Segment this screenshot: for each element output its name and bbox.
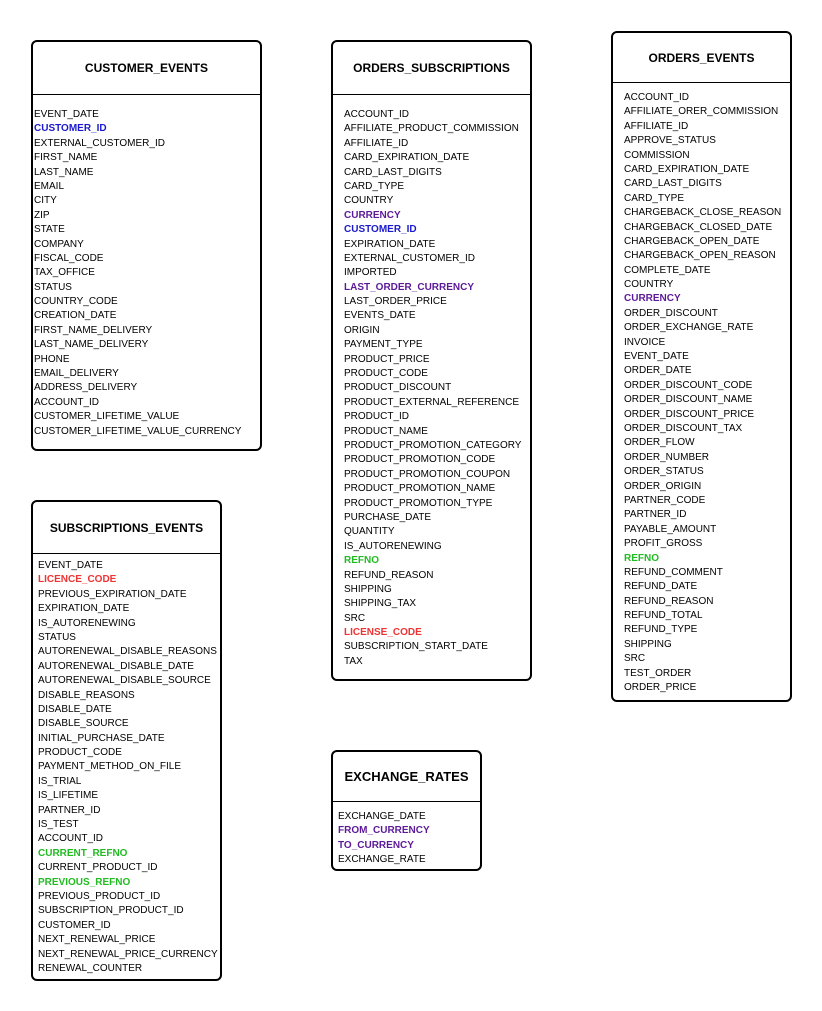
field-previous-expiration-date: PREVIOUS_EXPIRATION_DATE [38, 588, 187, 600]
field-card-expiration-date: CARD_EXPIRATION_DATE [344, 152, 470, 164]
field-product-code: PRODUCT_CODE [344, 368, 428, 380]
field-from-currency: FROM_CURRENCY [338, 825, 430, 837]
field-company: COMPANY [34, 238, 84, 250]
field-email: EMAIL [34, 180, 65, 192]
field-to-currency: TO_CURRENCY [338, 839, 414, 851]
field-refund-reason: REFUND_REASON [624, 595, 714, 607]
field-events-date: EVENTS_DATE [344, 310, 416, 322]
field-src: SRC [344, 612, 366, 624]
field-previous-product-id: PREVIOUS_PRODUCT_ID [38, 890, 161, 902]
field-customer-lifetime-value-currency: CUSTOMER_LIFETIME_VALUE_CURRENCY [34, 425, 242, 437]
field-renewal-counter: RENEWAL_COUNTER [38, 962, 143, 974]
field-currency: CURRENCY [344, 209, 401, 221]
field-affiliate-id: AFFILIATE_ID [344, 137, 409, 149]
field-current-refno: CURRENT_REFNO [38, 847, 128, 859]
field-affiliate-orer-commission: AFFILIATE_ORER_COMMISSION [624, 106, 779, 118]
field-refno: REFNO [344, 555, 379, 567]
field-test-order: TEST_ORDER [624, 667, 692, 679]
field-address-delivery: ADDRESS_DELIVERY [34, 382, 138, 394]
field-account-id: ACCOUNT_ID [38, 833, 104, 845]
field-shipping: SHIPPING [624, 638, 672, 650]
field-partner-id: PARTNER_ID [38, 804, 101, 816]
field-customer-lifetime-value: CUSTOMER_LIFETIME_VALUE [34, 411, 180, 423]
field-shipping-tax: SHIPPING_TAX [344, 598, 417, 610]
field-chargeback-open-date: CHARGEBACK_OPEN_DATE [624, 235, 760, 247]
field-is-trial: IS_TRIAL [38, 775, 82, 787]
field-profit-gross: PROFIT_GROSS [624, 538, 703, 550]
field-list [613, 83, 790, 695]
field-disable-source: DISABLE_SOURCE [38, 718, 129, 730]
field-payable-amount: PAYABLE_AMOUNT [624, 523, 717, 535]
field-zip: ZIP [34, 209, 50, 221]
field-product-promotion-coupon: PRODUCT_PROMOTION_COUPON [344, 468, 511, 480]
entity-title: SUBSCRIPTIONS_EVENTS [33, 502, 220, 554]
field-phone: PHONE [34, 353, 70, 365]
field-account-id: ACCOUNT_ID [344, 109, 410, 120]
field-previous-refno: PREVIOUS_REFNO [38, 876, 131, 888]
field-city: CITY [34, 195, 57, 207]
field-initial-purchase-date: INITIAL_PURCHASE_DATE [38, 732, 165, 744]
field-purchase-date: PURCHASE_DATE [344, 511, 432, 523]
field-order-discount-name: ORDER_DISCOUNT_NAME [624, 394, 753, 406]
field-tax: TAX [344, 655, 363, 667]
field-first-name-delivery: FIRST_NAME_DELIVERY [34, 324, 153, 336]
entity-orders-events[interactable] [611, 31, 792, 702]
entity-title: ORDERS_SUBSCRIPTIONS [333, 42, 530, 95]
entity-title: EXCHANGE_RATES [333, 752, 480, 802]
field-is-autorenewing: IS_AUTORENEWING [38, 617, 136, 629]
field-autorenewal-disable-source: AUTORENEWAL_DISABLE_SOURCE [38, 675, 211, 687]
field-order-origin: ORDER_ORIGIN [624, 480, 702, 492]
field-card-expiration-date: CARD_EXPIRATION_DATE [624, 163, 750, 175]
field-card-last-digits: CARD_LAST_DIGITS [624, 178, 722, 190]
field-current-product-id: CURRENT_PRODUCT_ID [38, 862, 158, 874]
field-refno: REFNO [624, 552, 659, 564]
field-next-renewal-price-currency: NEXT_RENEWAL_PRICE_CURRENCY [38, 948, 218, 960]
field-licence-code: LICENCE_CODE [38, 574, 117, 586]
field-first-name: FIRST_NAME [34, 152, 98, 164]
field-order-price: ORDER_PRICE [624, 682, 697, 694]
field-order-flow: ORDER_FLOW [624, 437, 695, 449]
field-payment-method-on-file: PAYMENT_METHOD_ON_FILE [38, 761, 181, 773]
field-card-type: CARD_TYPE [344, 180, 405, 192]
field-exchange-rate: EXCHANGE_RATE [338, 854, 426, 866]
field-refund-type: REFUND_TYPE [624, 624, 698, 636]
field-subscription-product-id: SUBSCRIPTION_PRODUCT_ID [38, 905, 184, 917]
field-last-name: LAST_NAME [34, 166, 94, 178]
field-chargeback-open-reason: CHARGEBACK_OPEN_REASON [624, 250, 776, 262]
field-refund-reason: REFUND_REASON [344, 569, 434, 581]
field-product-price: PRODUCT_PRICE [344, 353, 430, 365]
entity-exchange-rates[interactable] [331, 750, 482, 871]
field-creation-date: CREATION_DATE [34, 310, 117, 322]
field-product-promotion-type: PRODUCT_PROMOTION_TYPE [344, 497, 493, 509]
field-invoice: INVOICE [624, 336, 666, 348]
field-order-discount-price: ORDER_DISCOUNT_PRICE [624, 408, 755, 420]
field-account-id: ACCOUNT_ID [34, 396, 100, 408]
field-list [333, 802, 480, 868]
field-product-external-reference: PRODUCT_EXTERNAL_REFERENCE [344, 396, 520, 408]
field-src: SRC [624, 653, 646, 665]
field-is-autorenewing: IS_AUTORENEWING [344, 540, 442, 552]
field-refund-total: REFUND_TOTAL [624, 610, 703, 622]
field-state: STATE [34, 224, 65, 236]
field-affiliate-id: AFFILIATE_ID [624, 120, 689, 132]
field-quantity: QUANTITY [344, 526, 395, 538]
field-tax-office: TAX_OFFICE [34, 267, 95, 279]
field-card-last-digits: CARD_LAST_DIGITS [344, 166, 442, 178]
field-partner-id: PARTNER_ID [624, 509, 687, 521]
entity-title: CUSTOMER_EVENTS [33, 42, 260, 95]
field-payment-type: PAYMENT_TYPE [344, 339, 423, 351]
entity-orders-subscriptions[interactable] [331, 40, 532, 681]
field-product-name: PRODUCT_NAME [344, 425, 428, 437]
field-commission: COMMISSION [624, 149, 690, 161]
field-list [333, 95, 530, 669]
field-autorenewal-disable-reasons: AUTORENEWAL_DISABLE_REASONS [38, 646, 217, 658]
field-origin: ORIGIN [344, 324, 380, 336]
field-exchange-date: EXCHANGE_DATE [338, 811, 426, 822]
field-refund-date: REFUND_DATE [624, 581, 698, 593]
field-product-code: PRODUCT_CODE [38, 747, 122, 759]
field-product-promotion-category: PRODUCT_PROMOTION_CATEGORY [344, 439, 522, 451]
field-country-code: COUNTRY_CODE [34, 296, 118, 308]
entity-subscriptions-events[interactable] [31, 500, 222, 981]
field-event-date: EVENT_DATE [624, 351, 689, 363]
field-currency: CURRENCY [624, 293, 681, 305]
field-expiration-date: EXPIRATION_DATE [344, 238, 436, 250]
field-refund-comment: REFUND_COMMENT [624, 566, 723, 578]
field-order-number: ORDER_NUMBER [624, 451, 710, 463]
field-list [33, 95, 260, 439]
field-country: COUNTRY [344, 195, 394, 207]
field-disable-reasons: DISABLE_REASONS [38, 689, 135, 701]
field-event-date: EVENT_DATE [38, 560, 103, 571]
field-chargeback-closed-date: CHARGEBACK_CLOSED_DATE [624, 221, 773, 233]
field-autorenewal-disable-date: AUTORENEWAL_DISABLE_DATE [38, 660, 194, 672]
field-partner-code: PARTNER_CODE [624, 494, 706, 506]
field-product-id: PRODUCT_ID [344, 411, 410, 423]
field-customer-id: CUSTOMER_ID [34, 123, 107, 135]
field-complete-date: COMPLETE_DATE [624, 264, 711, 276]
field-is-test: IS_TEST [38, 819, 79, 831]
field-order-discount: ORDER_DISCOUNT [624, 307, 718, 319]
field-imported: IMPORTED [344, 267, 397, 279]
field-order-status: ORDER_STATUS [624, 466, 704, 478]
field-product-promotion-name: PRODUCT_PROMOTION_NAME [344, 483, 496, 495]
entity-customer-events[interactable] [31, 40, 262, 451]
field-fiscal-code: FISCAL_CODE [34, 252, 104, 264]
field-disable-date: DISABLE_DATE [38, 703, 112, 715]
field-email-delivery: EMAIL_DELIVERY [34, 368, 119, 380]
field-status: STATUS [38, 631, 76, 643]
field-next-renewal-price: NEXT_RENEWAL_PRICE [38, 934, 156, 946]
field-chargeback-close-reason: CHARGEBACK_CLOSE_REASON [624, 207, 782, 219]
field-is-lifetime: IS_LIFETIME [38, 790, 99, 802]
field-order-exchange-rate: ORDER_EXCHANGE_RATE [624, 322, 754, 334]
field-order-discount-tax: ORDER_DISCOUNT_TAX [624, 422, 743, 434]
field-list [33, 554, 220, 976]
field-last-order-price: LAST_ORDER_PRICE [344, 296, 447, 308]
field-shipping: SHIPPING [344, 583, 392, 595]
entity-title: ORDERS_EVENTS [613, 33, 790, 83]
field-card-type: CARD_TYPE [624, 192, 685, 204]
field-product-promotion-code: PRODUCT_PROMOTION_CODE [344, 454, 496, 466]
field-account-id: ACCOUNT_ID [624, 92, 690, 103]
field-order-discount-code: ORDER_DISCOUNT_CODE [624, 379, 753, 391]
field-external-customer-id: EXTERNAL_CUSTOMER_ID [344, 252, 475, 264]
field-status: STATUS [34, 281, 72, 293]
field-last-order-currency: LAST_ORDER_CURRENCY [344, 281, 475, 293]
field-customer-id: CUSTOMER_ID [344, 224, 417, 236]
field-country: COUNTRY [624, 279, 674, 291]
field-license-code: LICENSE_CODE [344, 627, 422, 639]
field-product-discount: PRODUCT_DISCOUNT [344, 382, 452, 394]
field-affiliate-product-commission: AFFILIATE_PRODUCT_COMMISSION [344, 123, 519, 135]
field-external-customer-id: EXTERNAL_CUSTOMER_ID [34, 137, 165, 149]
field-last-name-delivery: LAST_NAME_DELIVERY [34, 339, 149, 351]
field-approve-status: APPROVE_STATUS [624, 135, 716, 147]
field-subscription-start-date: SUBSCRIPTION_START_DATE [344, 641, 488, 653]
field-customer-id: CUSTOMER_ID [38, 919, 111, 931]
field-event-date: EVENT_DATE [34, 109, 99, 120]
field-order-date: ORDER_DATE [624, 365, 692, 377]
field-expiration-date: EXPIRATION_DATE [38, 603, 130, 615]
